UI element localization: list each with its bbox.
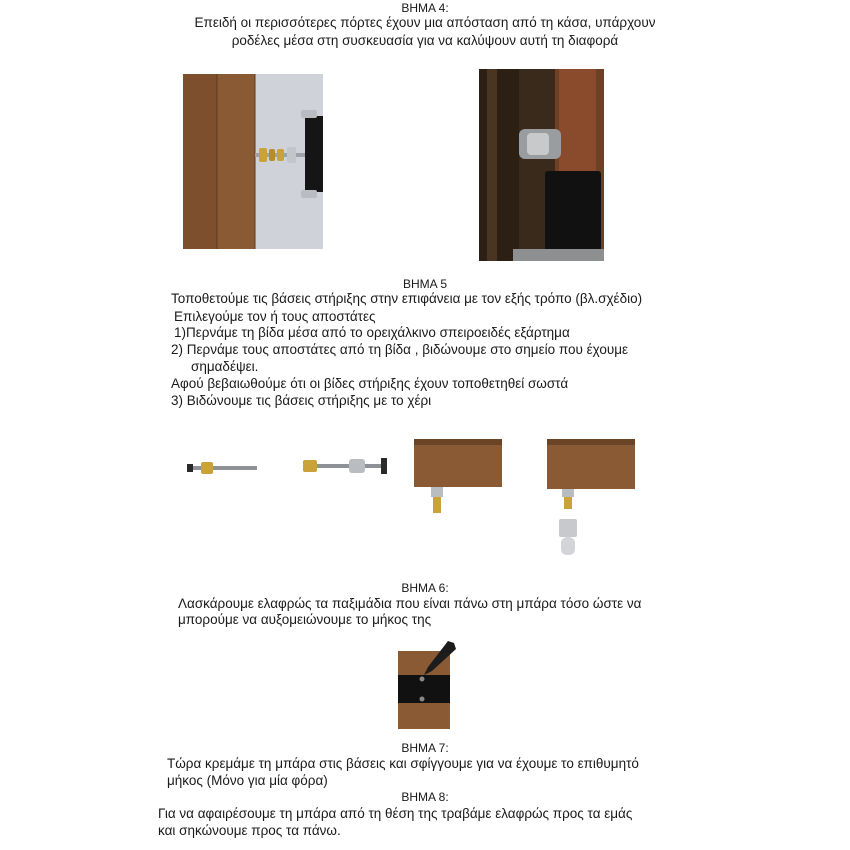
step5-diagram-screw-spacers: [303, 453, 389, 479]
step4-photo-door-frame: [479, 69, 604, 261]
step4-text-line2: ροδέλες μέσα στη συσκευασία για να καλύψουν αυτή τη διαφορά: [231, 33, 619, 48]
step4-text-line1: Επειδή οι περισσότερες πόρτες έχουν μια απόσταση από τη κάσα, υπάρχουν: [194, 15, 656, 30]
step6-heading: ΒΗΜΑ 6:: [401, 581, 449, 595]
step5-text-line5: σημαδέψει.: [191, 359, 259, 374]
step5-diagram-block-cap: [545, 439, 637, 561]
step8-text-line1: Για να αφαιρέσουμε τη μπάρα από τη θέση της τραβάμε ελαφρώς προς τα εμάς: [158, 806, 633, 821]
step7-heading: ΒΗΜΑ 7:: [401, 741, 449, 755]
step7-text-line2: μήκος (Μόνο για μία φόρα): [167, 773, 328, 788]
step5-text-line4: 2) Περνάμε τους αποστάτες από τη βίδα , βιδώνουμε στο σημείο που έχουμε: [171, 342, 629, 357]
step6-diagram-bar-nut: [398, 641, 456, 729]
step8-text-line2: και σηκώνουμε προς τα πάνω.: [158, 823, 341, 838]
step5-text-line3: 1)Περνάμε τη βίδα μέσα από το ορειχάλκινο σπειροειδές εξάρτημα: [174, 325, 570, 340]
step6-text-line1: Λασκάρουμε ελαφρώς τα παξιμάδια που είναι πάνω στη μπάρα τόσο ώστε να: [178, 596, 642, 611]
step7-text-line1: Τώρα κρεμάμε τη μπάρα στις βάσεις και σφίγγουμε για να έχουμε το επιθυμητό: [167, 756, 639, 771]
step8-heading: ΒΗΜΑ 8:: [401, 790, 449, 804]
step4-diagram-door-spacer: [183, 74, 323, 249]
step5-diagram-screw: [187, 458, 259, 478]
step4-heading: ΒΗΜΑ 4:: [401, 1, 449, 15]
step5-text-line2: Επιλεγούμε τον ή τους αποστάτες: [174, 309, 376, 324]
step6-text-line2: μπορούμε να αυξομειώνουμε το μήκος της: [178, 612, 432, 627]
step5-diagram-block-fitting: [412, 439, 504, 521]
step5-text-line1: Τοποθετούμε τις βάσεις στήριξης στην επιφάνεια με τον εξής τρόπο (βλ.σχέδιο): [171, 291, 643, 306]
step5-text-line7: 3) Βιδώνουμε τις βάσεις στήριξης με το χέρι: [171, 393, 432, 408]
step5-text-line6: Αφού βεβαιωθούμε ότι οι βίδες στήριξης έχουν τοποθετηθεί σωστά: [171, 376, 569, 391]
step5-heading: ΒΗΜΑ 5: [402, 277, 447, 291]
